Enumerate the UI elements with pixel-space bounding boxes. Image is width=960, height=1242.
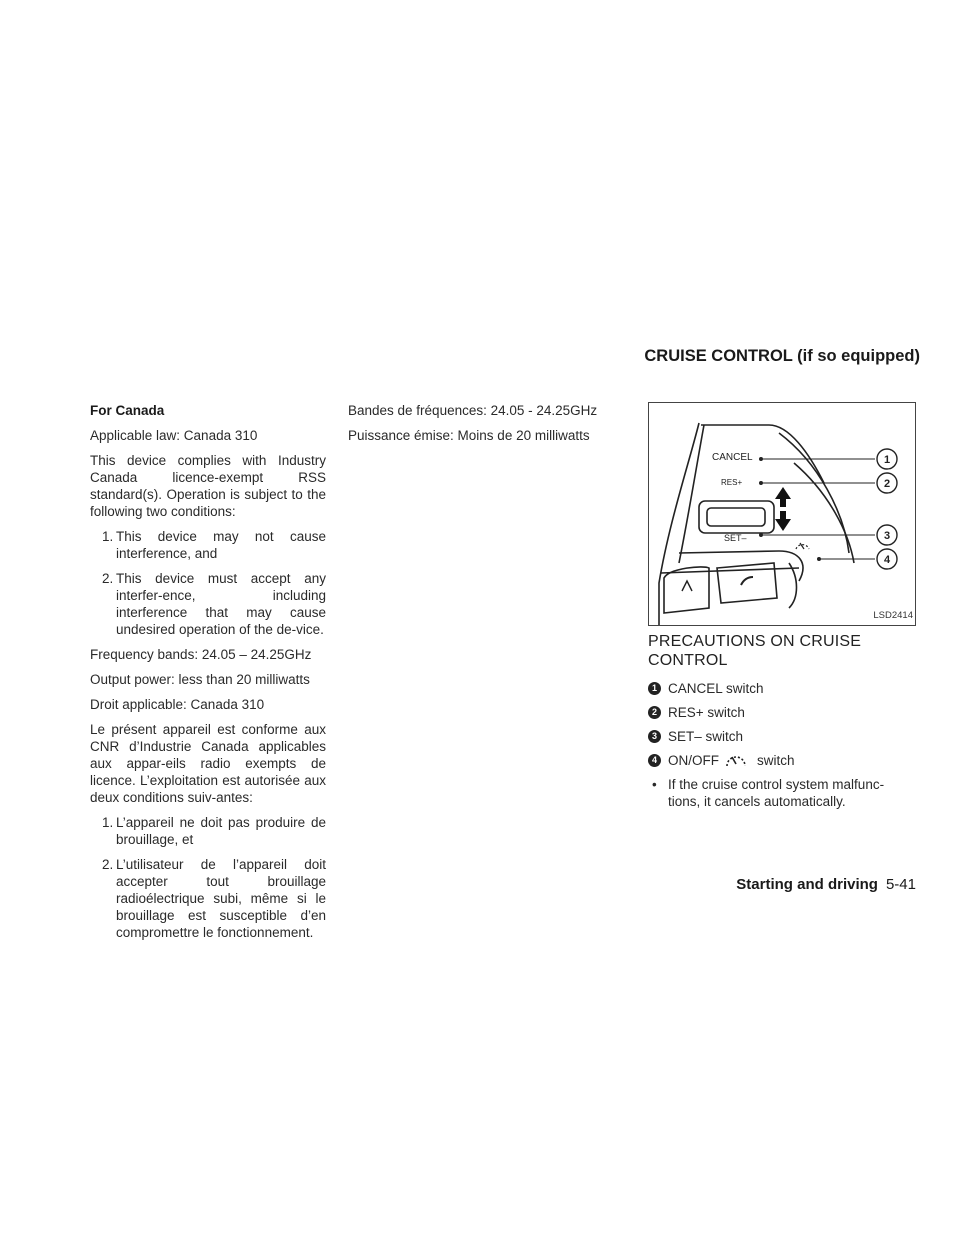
callout-4: 4: [883, 554, 891, 566]
cruise-speedometer-icon: [723, 753, 749, 769]
list-number: 1.: [102, 529, 114, 544]
list-text: This device may not cause interference, and: [116, 529, 326, 561]
callout-2: 2: [883, 478, 891, 490]
cancel-label: CANCEL: [712, 452, 753, 463]
footer-section: Starting and driving: [736, 876, 878, 893]
legend-text: RES+ switch: [668, 705, 745, 720]
number-badge: 1: [648, 682, 661, 695]
paragraph: Le présent appareil est conforme aux CNR d’Industrie Canada applicables aux appar-eils radio exempts de licence. L’exploitation est autorisée aux deux conditions suiv-antes:: [90, 722, 326, 805]
paragraph: Bandes de fréquences: 24.05 - 24.25GHz: [348, 403, 598, 418]
paragraph: Droit applicable: Canada 310: [90, 697, 265, 712]
page-number: 5-41: [885, 876, 916, 893]
paragraph: Puissance émise: Moins de 20 milliwatts: [348, 428, 590, 443]
callout-3: 3: [883, 530, 891, 542]
subheading-canada: For Canada: [90, 403, 165, 418]
set-label: SET–: [724, 533, 747, 543]
number-badge: 3: [648, 730, 661, 743]
legend-item: [648, 752, 916, 769]
column-left: [90, 402, 326, 949]
list-item: [90, 814, 326, 848]
steering-switch-figure: [648, 402, 916, 626]
res-label: RES+: [721, 478, 743, 487]
column-middle: [348, 402, 604, 452]
list-text: L’appareil ne doit pas produire de brouillage, et: [116, 815, 326, 847]
bullet-dot: •: [652, 777, 657, 792]
callout-1: 1: [883, 454, 891, 466]
column-right: [648, 402, 916, 810]
list-item: [90, 570, 326, 638]
list-text: L’utilisateur de l’appareil doit accepter tout brouillage radioélectrique subi, même si le brouillage est susceptible d’en compromettre le fonctionnement.: [116, 857, 326, 940]
list-number: 2.: [102, 857, 114, 872]
number-badge: 4: [648, 754, 661, 767]
legend-text: SET– switch: [668, 729, 744, 744]
figure-code: LSD2414: [873, 610, 913, 621]
legend-item: [648, 680, 916, 697]
list-item: [90, 528, 326, 562]
paragraph: This device complies with Industry Canada licence-exempt RSS standard(s). Operation is subject to the following two conditions:: [90, 453, 326, 519]
legend-item: [648, 704, 916, 721]
paragraph: Output power: less than 20 milliwatts: [90, 672, 310, 687]
precautions-title: PRECAUTIONS ON CRUISE CONTROL: [648, 633, 862, 669]
paragraph: Frequency bands: 24.05 – 24.25GHz: [90, 647, 312, 662]
list-number: 2.: [102, 571, 114, 586]
list-item: [90, 856, 326, 941]
number-badge: 2: [648, 706, 661, 719]
page-footer: [736, 876, 916, 893]
legend-text: switch: [757, 753, 795, 768]
legend-text: CANCEL switch: [668, 681, 764, 696]
legend-item: [648, 728, 916, 745]
bullet-item: [648, 776, 916, 810]
section-heading: CRUISE CONTROL (if so equipped): [644, 347, 920, 365]
legend-text: ON/OFF: [668, 753, 719, 768]
list-text: This device must accept any interfer-ence, including interference that may cause undesired operation of the de-vice.: [116, 571, 326, 637]
bullet-text: If the cruise control system malfunc-tions, it cancels automatically.: [668, 777, 885, 809]
paragraph: Applicable law: Canada 310: [90, 428, 258, 443]
list-number: 1.: [102, 815, 114, 830]
steering-switch-illustration: [649, 403, 915, 625]
